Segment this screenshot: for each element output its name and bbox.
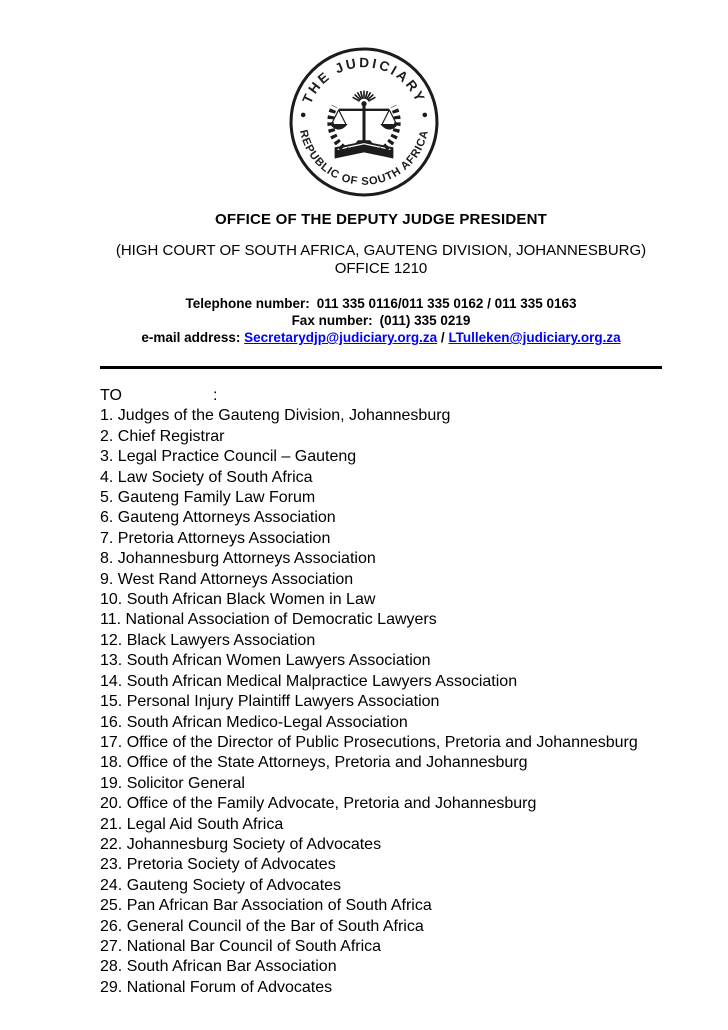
seal-bottom-text: REPUBLIC OF SOUTH AFRICA — [296, 128, 432, 188]
recipient-item: 5. Gauteng Family Law Forum — [100, 489, 316, 507]
recipient-item: 7. Pretoria Attorneys Association — [100, 529, 331, 547]
recipient-item: 18. Office of the State Attorneys, Pretoria and Johannesburg — [100, 754, 528, 772]
office-number: OFFICE 1210 — [334, 260, 428, 277]
recipient-item: 11. National Association of Democratic Lawyers — [100, 611, 437, 629]
recipient-item: 25. Pan African Bar Association of South Africa — [100, 897, 432, 915]
email-address-link-primary[interactable]: Secretarydjp@judiciary.org.za — [244, 330, 438, 345]
judiciary-seal-logo — [288, 46, 440, 198]
recipient-item: 29. National Forum of Advocates — [100, 978, 333, 996]
recipient-item: 19. Solicitor General — [100, 774, 245, 792]
recipient-item: 3. Legal Practice Council – Gauteng — [100, 448, 357, 466]
email-label: e-mail address: — [141, 330, 241, 345]
recipient-item: 2. Chief Registrar — [100, 427, 225, 445]
recipient-item: 23. Pretoria Society of Advocates — [100, 856, 336, 874]
sun-rays-icon — [353, 91, 376, 102]
telephone-label: Telephone number: — [185, 296, 310, 311]
telephone-line — [100, 295, 662, 312]
page-title: OFFICE OF THE DEPUTY JUDGE PRESIDENT — [215, 211, 547, 228]
recipient-item: 4. Law Society of South Africa — [100, 468, 313, 486]
recipient-item: 24. Gauteng Society of Advocates — [100, 876, 342, 894]
recipient-item: 20. Office of the Family Advocate, Pretoria and Johannesburg — [100, 795, 537, 813]
recipient-item: 6. Gauteng Attorneys Association — [100, 509, 336, 527]
email-separator: / — [440, 330, 445, 345]
recipients-list — [100, 406, 662, 998]
recipient-item: 1. Judges of the Gauteng Division, Johannesburg — [100, 407, 451, 425]
recipient-item: 28. South African Bar Association — [100, 958, 337, 976]
contact-block — [100, 295, 662, 346]
court-line: (HIGH COURT OF SOUTH AFRICA, GAUTENG DIVISION, JOHANNESBURG) — [115, 242, 647, 259]
content-column — [100, 211, 662, 998]
recipient-item: 8. Johannesburg Attorneys Association — [100, 550, 376, 568]
telephone-value: 011 335 0116/011 335 0162 / 011 335 0163 — [316, 296, 577, 311]
recipient-item: 17. Office of the Director of Public Prosecutions, Pretoria and Johannesburg — [100, 733, 638, 751]
recipient-item: 9. West Rand Attorneys Association — [100, 570, 354, 588]
logo-container — [0, 0, 728, 198]
recipient-item: 13. South African Women Lawyers Association — [100, 652, 431, 670]
recipient-item: 12. Black Lawyers Association — [100, 631, 316, 649]
court-subtitle — [100, 242, 662, 278]
email-line — [100, 329, 662, 346]
to-row — [100, 386, 662, 406]
seal-top-text: THE JUDICIARY — [299, 55, 429, 106]
scales-of-justice-icon — [330, 101, 399, 145]
seal-right-dot — [422, 113, 427, 118]
divider-rule — [100, 366, 662, 369]
to-colon: : — [212, 387, 218, 404]
recipient-item: 22. Johannesburg Society of Advocates — [100, 835, 382, 853]
email-address-link-secondary[interactable]: LTulleken@judiciary.org.za — [448, 330, 621, 345]
fax-value: (011) 335 0219 — [379, 313, 471, 328]
recipient-item: 27. National Bar Council of South Africa — [100, 937, 382, 955]
recipient-item: 21. Legal Aid South Africa — [100, 815, 284, 833]
recipient-item: 15. Personal Injury Plaintiff Lawyers Association — [100, 693, 440, 711]
to-label: TO — [100, 387, 122, 404]
recipient-item: 16. South African Medico-Legal Association — [100, 713, 408, 731]
open-book-icon — [335, 141, 394, 158]
recipient-item: 14. South African Medical Malpractice Lawyers Association — [100, 672, 518, 690]
fax-line — [100, 312, 662, 329]
recipient-item: 26. General Council of the Bar of South Africa — [100, 917, 424, 935]
fax-label: Fax number: — [291, 313, 373, 328]
recipient-item: 10. South African Black Women in Law — [100, 591, 376, 609]
seal-left-dot — [301, 113, 306, 118]
